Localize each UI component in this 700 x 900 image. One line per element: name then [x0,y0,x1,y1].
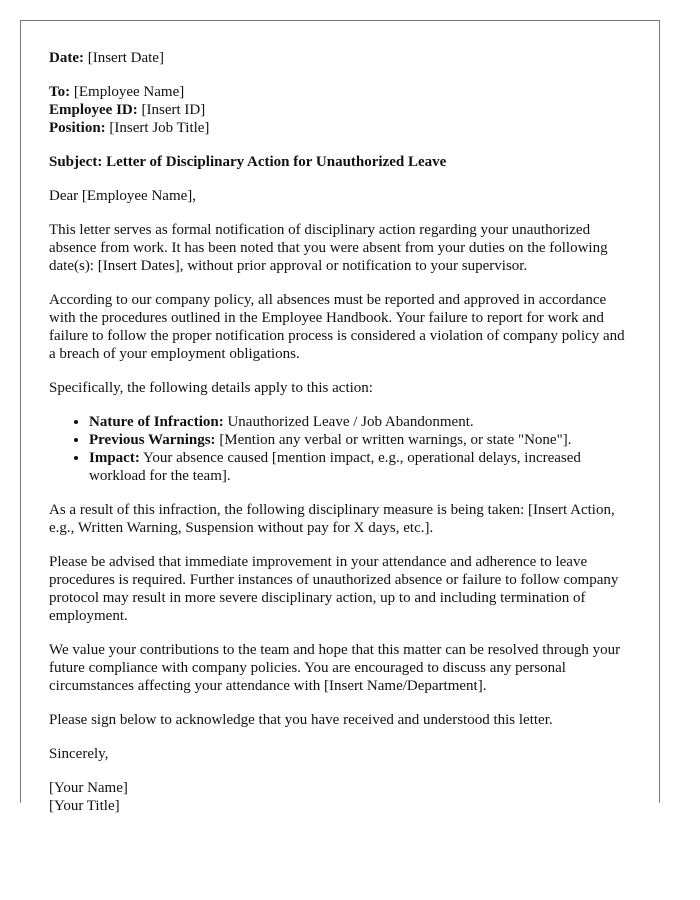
list-item [89,449,631,485]
details-list [49,413,631,485]
recipient-block [49,83,631,137]
position-line [49,119,631,137]
to-value: [Employee Name] [70,84,185,100]
to-label: To: [49,84,71,100]
paragraph-measure: As a result of this infraction, the following disciplinary measure is being taken: [Insert Action, e.g., Written Warning, Suspension without pay for X days, etc.]. [49,502,615,536]
paragraph-notification: This letter serves as formal notification of disciplinary action regarding your unauthorized absence from work. It has been noted that you were absent from your duties on the following date(s): [Insert Dates], without prior approval or notification to your supervisor. [49,222,608,274]
subject-line: Subject: Letter of Disciplinary Action for Unauthorized Leave [49,154,447,170]
paragraph-contributions: We value your contributions to the team and hope that this matter can be resolved through your future compliance with company policies. You are encouraged to discuss any personal circumstances affecting your attendance with [Insert Name/Department]. [49,642,621,694]
detail-text: [Mention any verbal or written warnings, or state "None"]. [215,432,572,448]
detail-text: Unauthorized Leave / Job Abandonment. [223,414,474,430]
paragraph-details-intro: Specifically, the following details apply to this action: [49,380,373,396]
signature-block [49,779,631,815]
date-label: Date: [49,50,84,66]
detail-text: Your absence caused [mention impact, e.g., operational delays, increased workload for the team]. [89,450,581,484]
letter-page [20,20,660,814]
paragraph-acknowledge: Please sign below to acknowledge that you have received and understood this letter. [49,712,553,728]
date-value: [Insert Date] [83,50,164,66]
employee-id-line [49,101,631,119]
employee-id-value: [Insert ID] [137,102,206,118]
salutation: Dear [Employee Name], [49,188,197,204]
paragraph-improvement: Please be advised that immediate improvement in your attendance and adherence to leave procedures is required. Further instances of unauthorized absence or failure to follow company protocol may result in more severe disciplinary action, up to and including termination of employment. [49,554,619,624]
signer-title: [Your Title] [49,798,120,814]
detail-label: Impact: [89,450,140,466]
date-line [49,49,631,67]
position-value: [Insert Job Title] [105,120,210,136]
to-line [49,83,631,101]
paragraph-policy: According to our company policy, all absences must be reported and approved in accordance with the procedures outlined in the Employee Handbook. Your failure to report for work and failure to follow the proper notification process is considered a violation of company policy and a breach of your employment obligations. [49,292,625,362]
employee-id-label: Employee ID: [49,102,138,118]
list-item [89,431,631,449]
detail-label: Previous Warnings: [89,432,216,448]
position-label: Position: [49,120,106,136]
signer-name: [Your Name] [49,780,128,796]
closing: Sincerely, [49,746,109,762]
letter-body [21,21,659,815]
list-item [89,413,631,431]
detail-label: Nature of Infraction: [89,414,224,430]
